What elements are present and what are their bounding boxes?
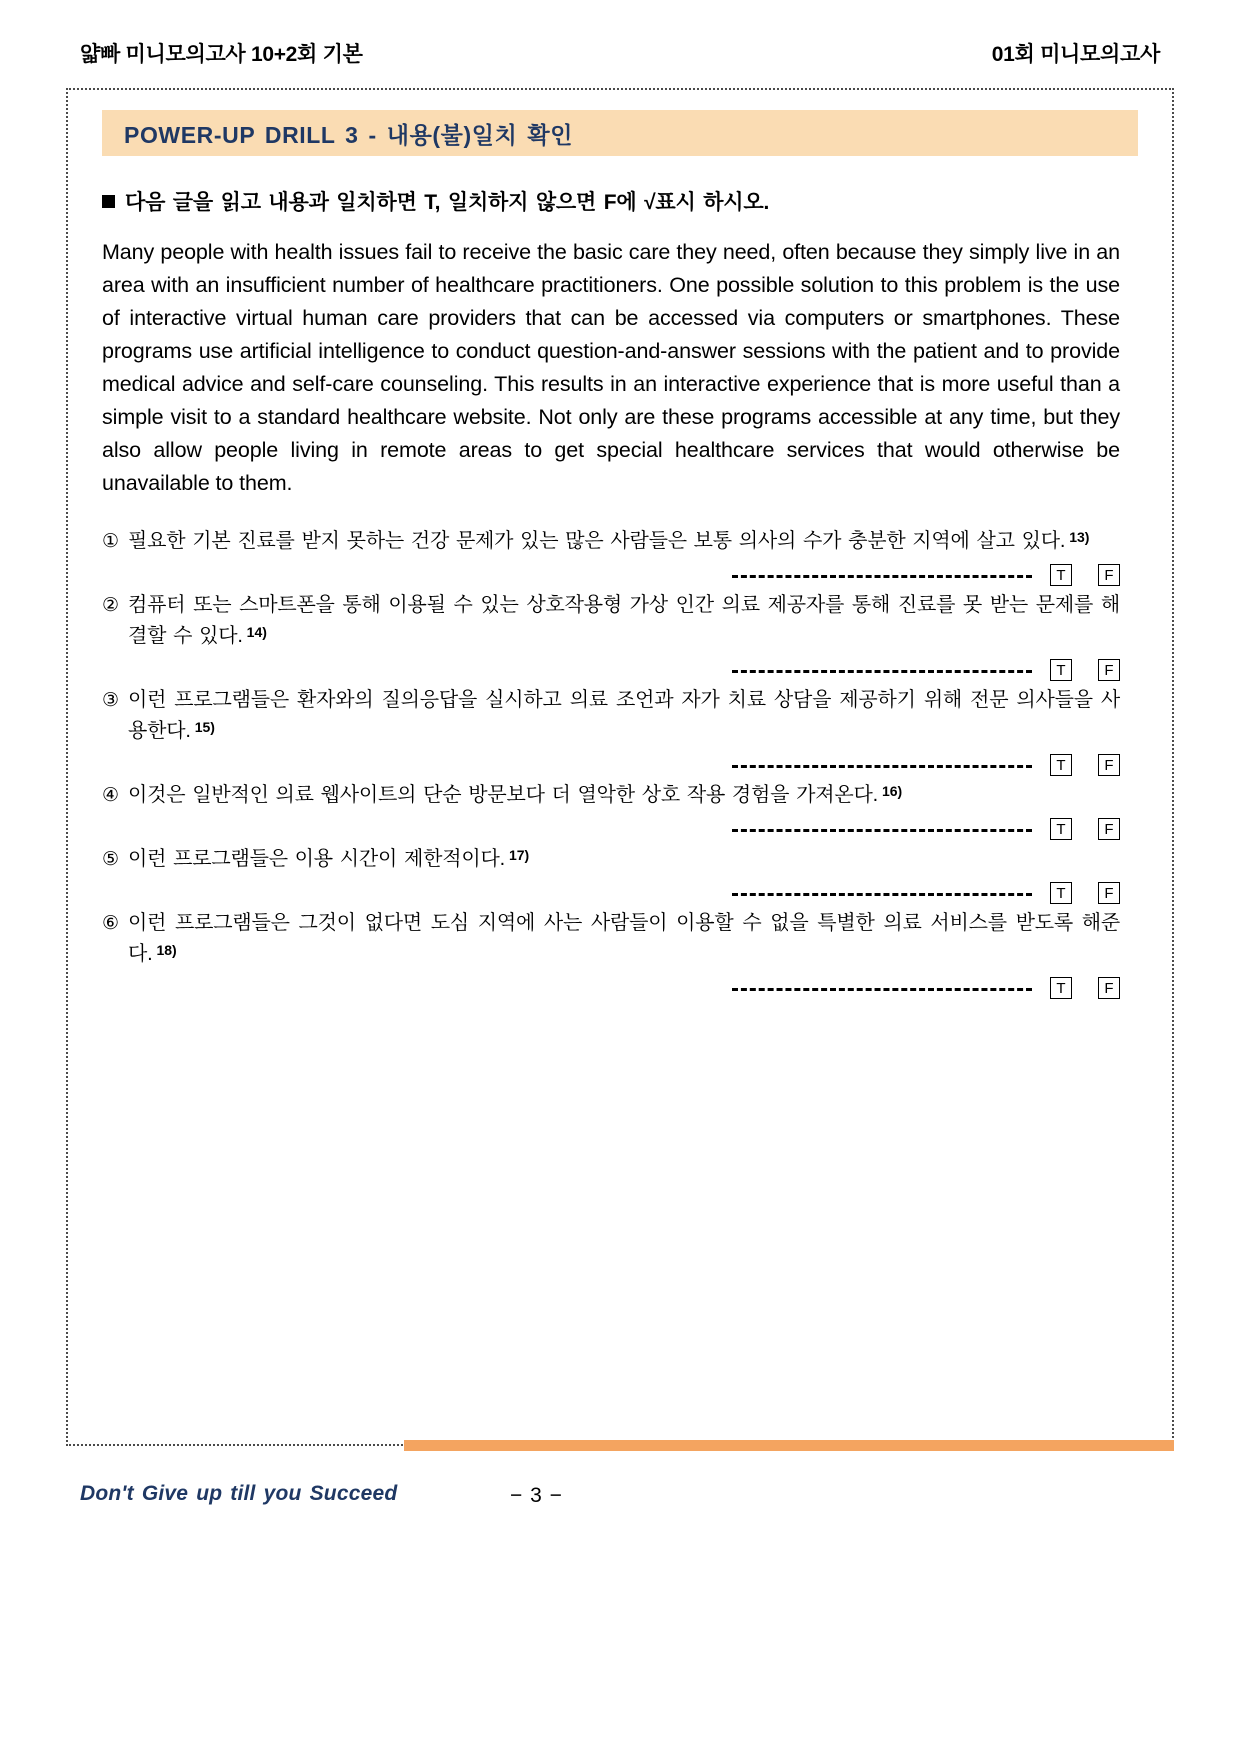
question-item-row xyxy=(102,780,1120,812)
drill-banner xyxy=(102,110,1138,156)
footnote-marker: 13) xyxy=(1069,529,1090,545)
footnote-marker: 18) xyxy=(156,942,177,958)
question-statement-text: 이런 프로그램들은 그것이 없다면 도심 지역에 사는 사람들이 이용할 수 없을 특별한 의료 서비스를 받도록 해준다. xyxy=(128,912,1120,965)
question-statement-text: 필요한 기본 진료를 받지 못하는 건강 문제가 있는 많은 사람들은 보통 의사의 수가 충분한 지역에 살고 있다. xyxy=(128,530,1066,552)
page-footer xyxy=(80,1482,1160,1522)
question-item xyxy=(102,526,1120,590)
answer-dashed-line xyxy=(732,988,1032,991)
page-number: − 3 − xyxy=(510,1484,563,1507)
answer-dashed-line xyxy=(732,893,1032,896)
question-item xyxy=(102,780,1120,844)
instruction-text: 다음 글을 읽고 내용과 일치하면 T, 일치하지 않으면 F에 √표시 하시오. xyxy=(125,191,770,214)
question-number: ③ xyxy=(102,690,119,711)
footnote-marker: 14) xyxy=(246,624,267,640)
question-item xyxy=(102,844,1120,908)
question-item-row xyxy=(102,908,1120,971)
answer-checkbox-true[interactable]: T xyxy=(1050,818,1072,840)
question-statement-text: 이것은 일반적인 의료 웹사이트의 단순 방문보다 더 열악한 상호 작용 경험을 가져온다. xyxy=(128,784,878,806)
question-item xyxy=(102,908,1120,1003)
question-statement xyxy=(128,908,1120,971)
square-bullet-icon xyxy=(102,195,115,208)
question-number: ① xyxy=(102,531,119,552)
main-content xyxy=(84,110,1156,1003)
footnote-marker: 16) xyxy=(881,783,903,799)
question-statement xyxy=(128,844,1120,876)
header-left-title: 얇빠 미니모의고사 10+2회 기본 xyxy=(80,43,363,66)
bottom-accent-bar xyxy=(404,1440,1174,1451)
answer-checkbox-false[interactable]: F xyxy=(1098,754,1120,776)
drill-banner-title: POWER-UP DRILL 3 - 내용(불)일치 확인 xyxy=(124,121,574,148)
question-statement xyxy=(128,685,1120,748)
answer-checkbox-true[interactable]: T xyxy=(1050,977,1072,999)
page-header xyxy=(80,38,1160,68)
footnote-marker: 17) xyxy=(508,847,530,863)
question-item-row xyxy=(102,590,1120,653)
question-statement-text: 이런 프로그램들은 이용 시간이 제한적이다. xyxy=(128,848,505,870)
answer-strip xyxy=(102,878,1120,908)
answer-dashed-line xyxy=(732,670,1032,673)
answer-dashed-line xyxy=(732,829,1032,832)
answer-strip xyxy=(102,560,1120,590)
answer-dashed-line xyxy=(732,765,1032,768)
question-number: ⑥ xyxy=(102,913,119,934)
question-list xyxy=(102,526,1120,1003)
question-statement xyxy=(128,780,1120,812)
english-passage: Many people with health issues fail to receive the basic care they need, often because they simply live in an area with an insufficient number of healthcare practitioners. One possible solution to this problem is the use of interactive virtual human care providers that can be accessed via computers or smartphones. These programs use artificial intelligence to conduct question-and-answer sessions with the patient and to provide medical advice and self-care counseling. This results in an interactive experience that is more useful than a simple visit to a standard healthcare website. Not only are these programs accessible at any time, but they also allow people living in remote areas to get special healthcare services that would otherwise be unavailable to them. xyxy=(102,240,1120,495)
instruction-line xyxy=(102,186,1156,216)
answer-strip xyxy=(102,655,1120,685)
answer-checkbox-false[interactable]: F xyxy=(1098,977,1120,999)
question-number: ② xyxy=(102,595,119,616)
answer-checkbox-false[interactable]: F xyxy=(1098,659,1120,681)
answer-strip xyxy=(102,814,1120,844)
answer-checkbox-true[interactable]: T xyxy=(1050,754,1072,776)
question-statement xyxy=(128,526,1120,558)
footer-motto: Don't Give up till you Succeed xyxy=(80,1482,398,1505)
answer-strip xyxy=(102,973,1120,1003)
answer-checkbox-false[interactable]: F xyxy=(1098,564,1120,586)
question-statement-text: 이런 프로그램들은 환자와의 질의응답을 실시하고 의료 조언과 자가 치료 상담을 제공하기 위해 전문 의사들을 사용한다. xyxy=(128,689,1120,742)
question-number: ⑤ xyxy=(102,849,119,870)
question-item-row xyxy=(102,685,1120,748)
question-item-row xyxy=(102,526,1120,558)
footnote-marker: 15) xyxy=(194,719,215,735)
answer-checkbox-true[interactable]: T xyxy=(1050,882,1072,904)
answer-checkbox-true[interactable]: T xyxy=(1050,564,1072,586)
answer-checkbox-true[interactable]: T xyxy=(1050,659,1072,681)
question-item-row xyxy=(102,844,1120,876)
answer-strip xyxy=(102,750,1120,780)
answer-checkbox-false[interactable]: F xyxy=(1098,818,1120,840)
question-statement xyxy=(128,590,1120,653)
question-item xyxy=(102,590,1120,685)
answer-dashed-line xyxy=(732,575,1032,578)
question-item xyxy=(102,685,1120,780)
header-right-title: 01회 미니모의고사 xyxy=(991,43,1160,66)
question-statement-text: 컴퓨터 또는 스마트폰을 통해 이용될 수 있는 상호작용형 가상 인간 의료 제공자를 통해 진료를 못 받는 문제를 해결할 수 있다. xyxy=(128,594,1120,647)
question-number: ④ xyxy=(102,785,119,806)
answer-checkbox-false[interactable]: F xyxy=(1098,882,1120,904)
